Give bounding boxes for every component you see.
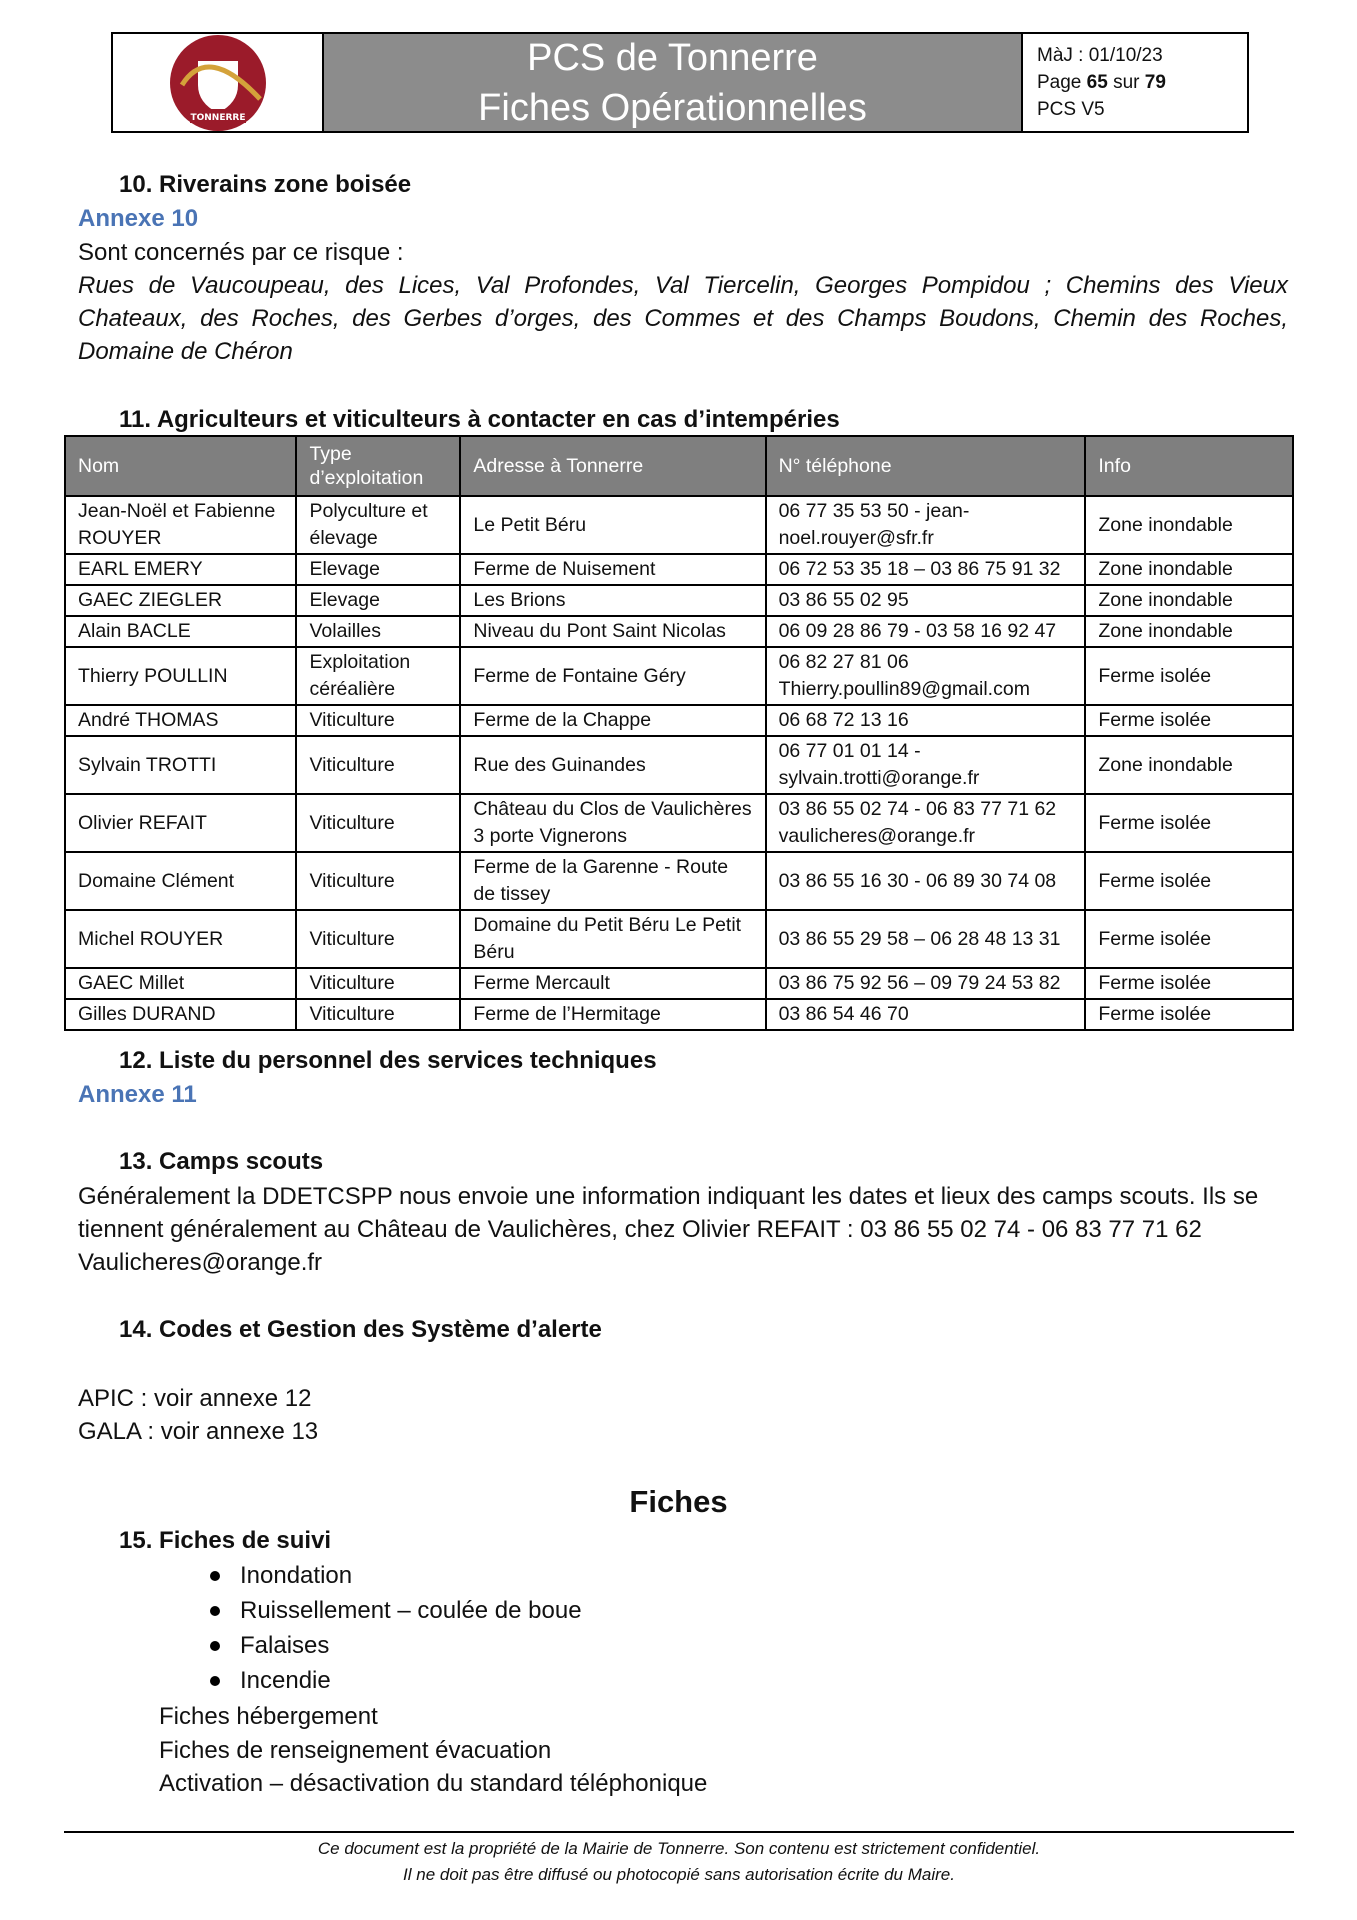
table-row [65,585,1293,616]
cell-address: Ferme de Fontaine Géry [460,647,765,705]
cell-name: Alain BACLE [65,616,296,647]
cell-phone: 06 77 01 01 14 - sylvain.trotti@orange.fr [766,736,1086,794]
cell-phone: 06 09 28 86 79 - 03 58 16 92 47 [766,616,1086,647]
cell-name: EARL EMERY [65,554,296,585]
cell-type: Viticulture [296,736,460,794]
farmers-table [64,435,1294,1031]
footer-line-1: Ce document est la propriété de la Mairie de Tonnerre. Son contenu est strictement confidentiel. [317,1839,1041,1858]
cell-info: Ferme isolée [1085,910,1293,968]
fiches-bullet-list [202,1558,582,1698]
cell-type: Polyculture et élevage [296,496,460,554]
cell-type: Elevage [296,585,460,616]
cell-address: Ferme de la Garenne - Route de tissey [460,852,765,910]
table-row [65,999,1293,1030]
table-row [65,616,1293,647]
fiche-standard: Activation – désactivation du standard téléphonique [159,1770,708,1797]
cell-name: André THOMAS [65,705,296,736]
cell-phone: 06 72 53 35 18 – 03 86 75 91 32 [766,554,1086,585]
cell-phone: 06 68 72 13 16 [766,705,1086,736]
page-number: Page 65 sur 79 [1037,72,1166,93]
header-title-line1: PCS de Tonnerre [527,36,818,79]
list-item: Ruissellement – coulée de boue [202,1593,582,1628]
cell-address: Château du Clos de Vaulichères 3 porte Vignerons [460,794,765,852]
cell-address: Rue des Guinandes [460,736,765,794]
cell-phone: 06 82 27 81 06 Thierry.poullin89@gmail.com [766,647,1086,705]
cell-name: Gilles DURAND [65,999,296,1030]
section-12-title: 12. Liste du personnel des services techniques [119,1047,657,1074]
cell-phone: 06 77 35 53 50 - jean-noel.rouyer@sfr.fr [766,496,1086,554]
cell-address: Le Petit Béru [460,496,765,554]
cell-info: Ferme isolée [1085,647,1293,705]
logo-cell [113,34,324,131]
list-item: Incendie [202,1663,582,1698]
version-label: PCS V5 [1037,99,1105,120]
cell-info: Zone inondable [1085,585,1293,616]
cell-phone: 03 86 55 29 58 – 06 28 48 13 31 [766,910,1086,968]
cell-address: Ferme de la Chappe [460,705,765,736]
cell-type: Exploitation céréalière [296,647,460,705]
cell-info: Ferme isolée [1085,794,1293,852]
footer-divider [64,1831,1294,1833]
footer-line-2: Il ne doit pas être diffusé ou photocopié sans autorisation écrite du Maire. [403,1865,955,1884]
fiches-heading: Fiches [629,1484,728,1519]
cell-info: Zone inondable [1085,496,1293,554]
cell-phone: 03 86 55 02 95 [766,585,1086,616]
table-row [65,794,1293,852]
section-15-title: 15. Fiches de suivi [119,1527,332,1554]
cell-address: Niveau du Pont Saint Nicolas [460,616,765,647]
list-item: Inondation [202,1558,582,1593]
cell-address: Domaine du Petit Béru Le Petit Béru [460,910,765,968]
section-13-text: Généralement la DDETCSPP nous envoie une information indiquant les dates et lieux des camps scouts. Ils se tiennent généralement au Château de Vaulichères, chez Olivier REFAIT : 03 86 55 02 74 - 06 83 77 71 62 Vaulicheres@orange.fr [78,1183,1259,1276]
table-row [65,910,1293,968]
list-item: Falaises [202,1628,582,1663]
cell-info: Ferme isolée [1085,705,1293,736]
column-header: N° téléphone [766,436,1086,496]
page-header [111,32,1249,133]
table-row [65,496,1293,554]
section-14-title: 14. Codes et Gestion des Système d’alerte [119,1316,602,1343]
cell-info: Zone inondable [1085,554,1293,585]
section-10-streets: Rues de Vaucoupeau, des Lices, Val Profondes, Val Tiercelin, Georges Pompidou ; Chemins des Vieux Chateaux, des Roches, des Gerbes d’orges, des Commes et des Champs Boudons, Chemin des Roches, Domaine de Chéron [78,272,1288,365]
column-header: Info [1085,436,1293,496]
cell-name: Michel ROUYER [65,910,296,968]
cell-name: Domaine Clément [65,852,296,910]
cell-address: Ferme Mercault [460,968,765,999]
section-10-annex: Annexe 10 [78,205,199,232]
section-11-title: 11. Agriculteurs et viticulteurs à contacter en cas d’intempéries [119,406,840,433]
fiche-evacuation: Fiches de renseignement évacuation [159,1737,552,1764]
logo-text: TONNERRE [189,112,246,123]
cell-name: Olivier REFAIT [65,794,296,852]
column-header: Type d’exploitation [296,436,460,496]
cell-phone: 03 86 55 16 30 - 06 89 30 74 08 [766,852,1086,910]
cell-info: Ferme isolée [1085,968,1293,999]
cell-info: Zone inondable [1085,616,1293,647]
column-header: Adresse à Tonnerre [460,436,765,496]
section-12-annex: Annexe 11 [78,1081,197,1108]
cell-type: Viticulture [296,968,460,999]
cell-type: Viticulture [296,999,460,1030]
cell-name: GAEC ZIEGLER [65,585,296,616]
cell-type: Elevage [296,554,460,585]
cell-type: Viticulture [296,910,460,968]
header-meta [1023,34,1247,131]
cell-info: Ferme isolée [1085,852,1293,910]
cell-type: Viticulture [296,794,460,852]
section-13-title: 13. Camps scouts [119,1148,324,1175]
table-body [65,496,1293,1030]
update-date: MàJ : 01/10/23 [1037,45,1163,66]
table-header-row [65,436,1293,496]
section-10-intro: Sont concernés par ce risque : [78,239,404,266]
page-footer [64,1836,1294,1888]
header-title-block [324,34,1023,131]
cell-phone: 03 86 54 46 70 [766,999,1086,1030]
table-row [65,554,1293,585]
fiche-hebergement: Fiches hébergement [159,1703,378,1730]
table-row [65,852,1293,910]
cell-phone: 03 86 75 92 56 – 09 79 24 53 82 [766,968,1086,999]
section-10-title: 10. Riverains zone boisée [119,171,412,198]
header-title-line2: Fiches Opérationnelles [478,86,867,129]
alert-code-gala: GALA : voir annexe 13 [78,1418,319,1445]
cell-name: GAEC Millet [65,968,296,999]
cell-type: Volailles [296,616,460,647]
cell-address: Ferme de Nuisement [460,554,765,585]
table-row [65,968,1293,999]
tonnerre-logo [168,33,268,133]
cell-info: Ferme isolée [1085,999,1293,1030]
table-row [65,647,1293,705]
alert-code-apic: APIC : voir annexe 12 [78,1385,312,1412]
cell-type: Viticulture [296,852,460,910]
cell-address: Ferme de l’Hermitage [460,999,765,1030]
table-row [65,705,1293,736]
cell-phone: 03 86 55 02 74 - 06 83 77 71 62 vaulicheres@orange.fr [766,794,1086,852]
cell-info: Zone inondable [1085,736,1293,794]
cell-address: Les Brions [460,585,765,616]
cell-name: Thierry POULLIN [65,647,296,705]
cell-type: Viticulture [296,705,460,736]
cell-name: Sylvain TROTTI [65,736,296,794]
table-row [65,736,1293,794]
cell-name: Jean-Noël et Fabienne ROUYER [65,496,296,554]
column-header: Nom [65,436,296,496]
